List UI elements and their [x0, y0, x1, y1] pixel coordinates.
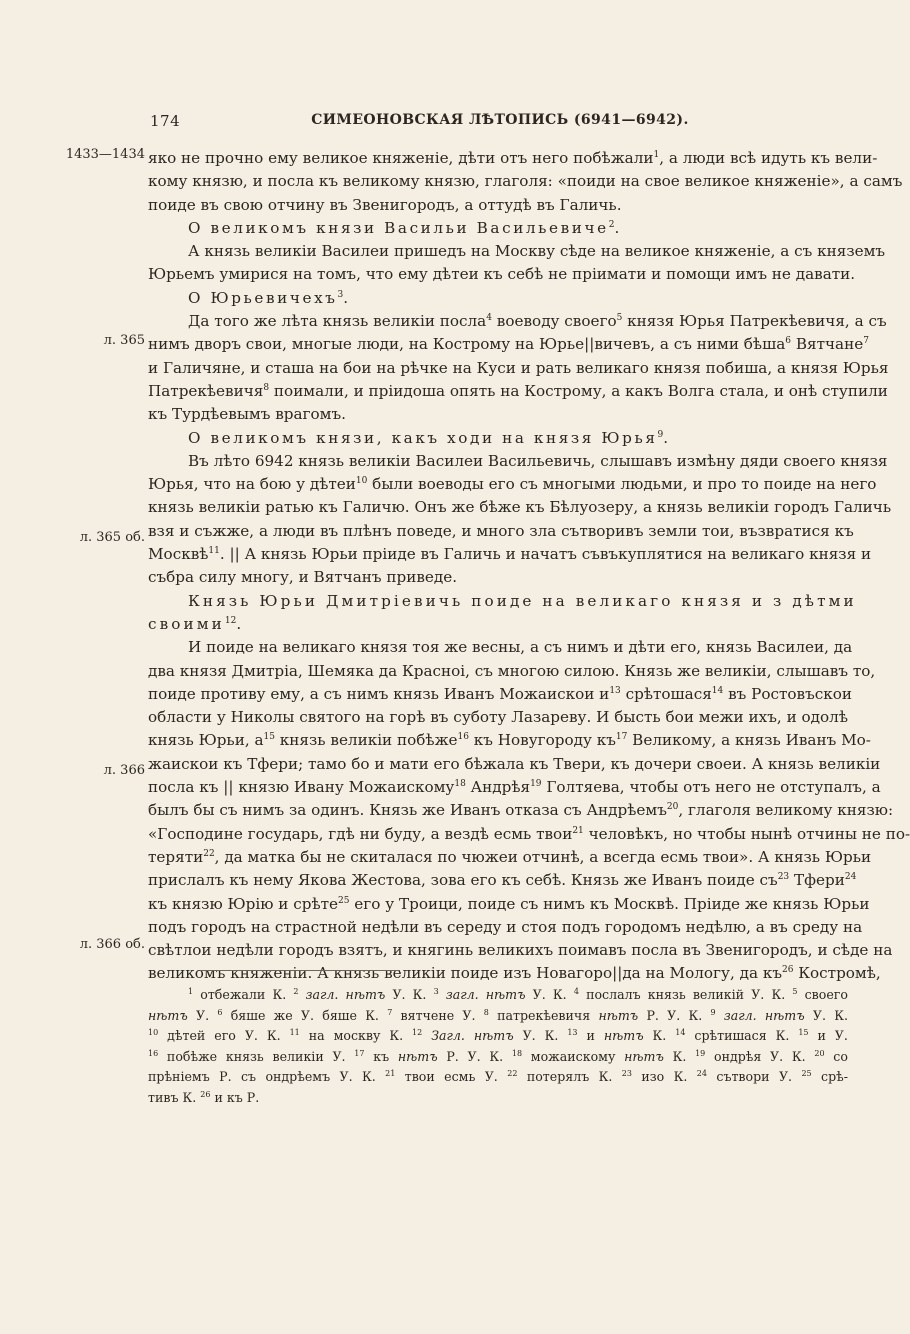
- section-heading: О великомъ князи Васильи Васильевиче$^2$.: [188, 218, 622, 237]
- text-line: Юрьемъ умирися на томъ, что ему дѣтеи къ себѣ не пріимати и помощи имъ не давати.: [148, 265, 856, 284]
- text-line: А князь великіи Василеи пришедъ на Москву сѣде на великое княженіе, а съ княземъ: [188, 242, 886, 261]
- margin-leaf-366-verso: л. 366 об.: [79, 937, 145, 952]
- text-line: великомъ княженіи. А князь великіи поиде изъ Новагоро||да на Мологу, да $къ^{26}$ Костромѣ,: [148, 964, 881, 983]
- text-line: и Галичяне, и сташа на бои на рѣчке на Куси и рать великаго князя побиша, а князя Юрья: [148, 358, 889, 377]
- text-line: поиде противу ему, а съ нимъ князь Иванъ Можаискои $и^{13}$ срѣтошася$^{14}$ въ Ростовъскои: [148, 684, 853, 703]
- text-line: подъ городъ на страстной недѣли въ середу и стоя подъ городомъ недѣлю, а въ среду на: [148, 917, 863, 936]
- text-line: былъ бы съ нимъ за одинъ. Князь же Иванъ отказа съ Андрѣемъ$^{20}$, глаголя великому князю:: [148, 801, 894, 820]
- text-line: кому князю, и посла къ великому князю, глаголя: «поиди на свое великое княженіе», а самъ: [148, 172, 903, 191]
- text-line: посла къ || князю Ивану Можаискому$^{18}$ Андрѣя$^{19}$ Голтяева, чтобы отъ него не отступалъ, а: [148, 778, 881, 797]
- text-line: яко не прочно ему великое княженіе, дѣти отъ него побѣжали$^1$, а люди всѣ идуть къ вели-: [148, 149, 878, 167]
- text-line: теряти$^{22}$, да матка бы не скиталася по чюжеи отчинѣ, а всегда есмь твои». А князь Юрьи: [148, 847, 872, 866]
- margin-leaf-365: л. 365: [103, 333, 145, 348]
- text-line: нимъ дворъ свои, многые люди, на Кострому на Юрье||вичевъ, а съ ними бѣша$^6$ Вятчане$^7$: [148, 335, 869, 354]
- text-line: събра силу многу, и Вятчанъ приведе.: [148, 568, 458, 587]
- text-line: «Господине государь, гдѣ ни буду, а вездѣ есмь твои$^{21}$ человѣкъ, но чтобы нынѣ отчины не по-: [148, 824, 910, 843]
- page-number: 174: [150, 112, 181, 130]
- text-line: поиде въ свою отчину въ Звенигородъ, а оттудѣ въ Галичь.: [148, 195, 622, 214]
- text-line: Москвѣ$^{11}$. || А князь Юрьи пріиде въ Галичь и начатъ съвъкуплятися на великаго князя и: [148, 545, 872, 564]
- footnote-line: нѣтъ У. $^6$ бяше же У. бяше К. $^7$ вятчене У. $^8$ патрекѣевичя нѣтъ Р. У. К. $^9$ загл. нѣтъ У. К.: [148, 1007, 848, 1023]
- chronicle-text: [148, 147, 910, 986]
- footnote-line: $^1$ отбежали К. $^2$ загл. нѣтъ У. К. $^3$ загл. нѣтъ У. К. $^4$ послалъ князь великій У. К. $^5$ своего: [188, 987, 848, 1002]
- page-header: [150, 112, 850, 136]
- footnote-line: прѣніемъ Р. съ ондрѣемъ У. К. $^{21}$ твои есмь У. $^{22}$ потерялъ К. $^{23}$ изо К. $^{24}$ сътвори У. $^{25}$ срѣ-: [148, 1069, 849, 1085]
- text-line: къ Турдѣевымъ врагомъ.: [148, 405, 346, 424]
- footnote-line: тивъ К. $^{26}$ и къ Р.: [148, 1089, 260, 1105]
- section-heading: О Юрьевичехъ$^3$.: [188, 288, 351, 307]
- margin-leaf-366: л. 366: [103, 763, 145, 778]
- margin-leaf-365-verso: л. 365 об.: [79, 530, 145, 545]
- footnotes: [148, 985, 848, 1109]
- footnote-line: $^{16}$ побѣже князь великіи У. $^{17}$ къ нѣтъ Р. У. К. $^{18}$ можаискому нѣтъ К. $^{19}$ ондрѣя У. К. $^{20}$ со: [148, 1048, 848, 1064]
- margin-years: 1433—1434: [65, 147, 145, 162]
- text-line: прислалъ къ нему Якова Жестова, зова его къ себѣ. Князь же Иванъ поиде $съ^{23}$ Тфери$^{24}$: [148, 871, 857, 890]
- text-line: Въ лѣто 6942 князь великіи Василеи Васильевичь, слышавъ измѣну дяди своего князя: [188, 451, 888, 470]
- text-line: свѣтлои недѣли городъ взятъ, и княгинь великихъ поимавъ посла въ Звенигородъ, и сѣде на: [148, 941, 893, 960]
- text-line: И поиде на великаго князя тоя же весны, а съ нимъ и дѣти его, князь Василеи, да: [188, 638, 853, 657]
- text-line: Патрекѣевичя$^8$ поимали, и пріидоша опять на Кострому, а какъ Волга стала, и онѣ ступили: [148, 381, 888, 400]
- section-heading: своими$^{12}$.: [148, 614, 245, 633]
- text-line: взя и съжже, а люди въ плѣнъ поведе, и много зла сътворивъ земли тои, възвратися къ: [148, 521, 854, 540]
- section-heading: О великомъ князи, какъ ходи на князя Юрья$^9$.: [188, 428, 671, 447]
- text-line: Да того же лѣта князь великіи посла$^4$ воеводу своего$^5$ князя Юрья Патрекѣевичя, а съ: [188, 312, 887, 331]
- text-line: Юрья, что на бою у дѣтеи$^{10}$ были воеводы его съ многыми людьми, и про то поиде на него: [148, 475, 877, 494]
- text-line: князь Юрьи, $а^{15}$ князь великіи побѣже$^{16}$ къ Новугороду $къ^{17}$ Великому, а князь Иванъ Мо-: [148, 731, 871, 750]
- text-line: къ князю Юрію и срѣте$^{25}$ его у Троици, поиде съ нимъ къ Москвѣ. Пріиде же князь Юрьи: [148, 894, 870, 913]
- text-line: жаискои къ Тфери; тамо бо и мати его бѣжала къ Твери, къ дочери своеи. А князь великіи: [148, 754, 881, 773]
- text-line: князь великіи ратью къ Галичю. Онъ же бѣже къ Бѣлуозеру, а князь великіи городъ Галичь: [148, 498, 892, 517]
- footnote-line: $^{10}$ дѣтей его У. К. $^{11}$ на москву К. $^{12}$ Загл. нѣтъ У. К. $^{13}$ и нѣтъ К. $^{14}$ срѣтишася К. $^{15}$ и У.: [148, 1028, 848, 1044]
- running-head: СИМЕОНОВСКАЯ ЛѢТОПИСЬ (6941—6942).: [311, 112, 689, 128]
- footnote-divider: [200, 970, 400, 971]
- text-line: два князя Дмитріа, Шемяка да Красноі, съ многою силою. Князь же великіи, слышавъ то,: [148, 661, 876, 680]
- text-line: области у Николы святого на горѣ въ суботу Лазареву. И бысть бои межи ихъ, и одолѣ: [148, 708, 848, 727]
- section-heading: Князь Юрьи Дмитріевичь поиде на великаго князя и з дѣтми: [188, 591, 857, 610]
